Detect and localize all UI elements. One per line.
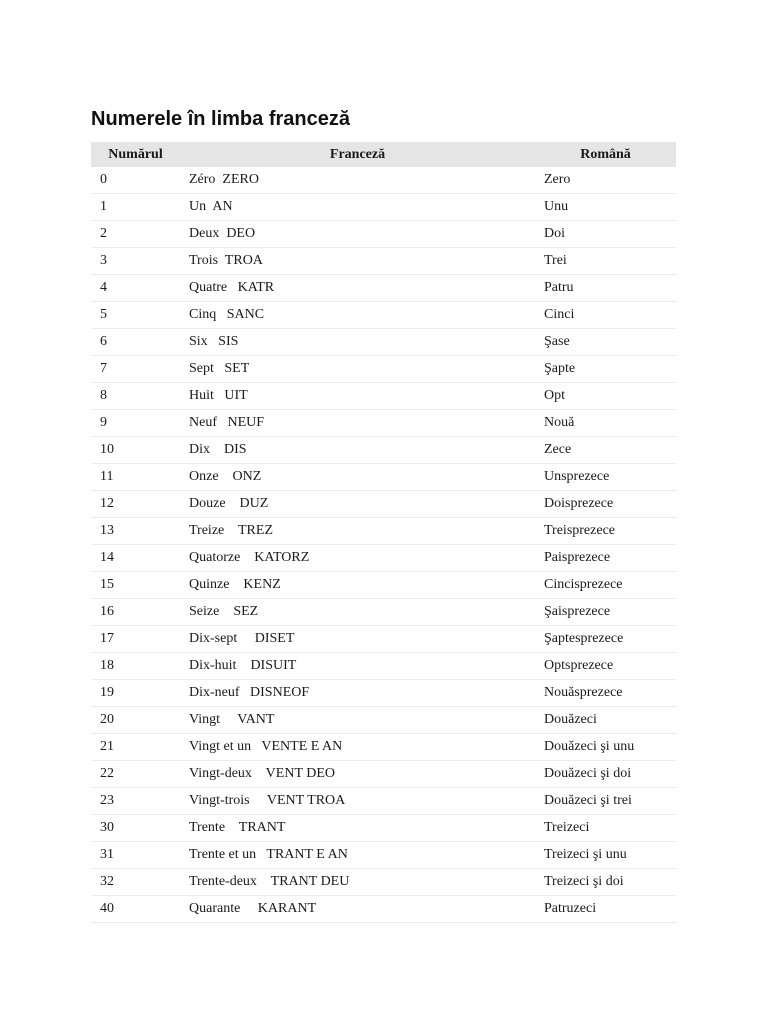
- cell-french: Seize SEZ: [180, 599, 535, 626]
- cell-french: Quatre KATR: [180, 275, 535, 302]
- cell-french: Douze DUZ: [180, 491, 535, 518]
- cell-number: 5: [91, 302, 180, 329]
- table-row: [91, 248, 676, 275]
- cell-number: 19: [91, 680, 180, 707]
- cell-french: Un AN: [180, 194, 535, 221]
- cell-french: Vingt et un VENTE E AN: [180, 734, 535, 761]
- cell-french: Dix-sept DISET: [180, 626, 535, 653]
- cell-french: Dix-huit DISUIT: [180, 653, 535, 680]
- cell-french: Vingt VANT: [180, 707, 535, 734]
- cell-french: Quinze KENZ: [180, 572, 535, 599]
- table-row: [91, 221, 676, 248]
- cell-french: Trente-deux TRANT DEU: [180, 869, 535, 896]
- cell-number: 22: [91, 761, 180, 788]
- cell-number: 4: [91, 275, 180, 302]
- cell-number: 40: [91, 896, 180, 923]
- cell-romanian: Opt: [535, 383, 676, 410]
- cell-romanian: Douăzeci şi trei: [535, 788, 676, 815]
- cell-french: Trente TRANT: [180, 815, 535, 842]
- cell-romanian: Treizeci şi doi: [535, 869, 676, 896]
- table-row: [91, 383, 676, 410]
- cell-number: 14: [91, 545, 180, 572]
- table-row: [91, 815, 676, 842]
- cell-romanian: Doi: [535, 221, 676, 248]
- cell-number: 1: [91, 194, 180, 221]
- table-row: [91, 464, 676, 491]
- table-row: [91, 680, 676, 707]
- cell-french: Dix DIS: [180, 437, 535, 464]
- cell-number: 7: [91, 356, 180, 383]
- cell-romanian: Treisprezece: [535, 518, 676, 545]
- cell-number: 10: [91, 437, 180, 464]
- table-row: [91, 734, 676, 761]
- table-row: [91, 842, 676, 869]
- cell-number: 21: [91, 734, 180, 761]
- cell-number: 18: [91, 653, 180, 680]
- table-row: [91, 572, 676, 599]
- table-row: [91, 518, 676, 545]
- table-row: [91, 302, 676, 329]
- cell-romanian: Şase: [535, 329, 676, 356]
- cell-french: Trente et un TRANT E AN: [180, 842, 535, 869]
- table-row: [91, 167, 676, 194]
- page-title: Numerele în limba franceză: [91, 108, 350, 130]
- cell-romanian: Trei: [535, 248, 676, 275]
- cell-romanian: Doisprezece: [535, 491, 676, 518]
- cell-french: Sept SET: [180, 356, 535, 383]
- cell-romanian: Paisprezece: [535, 545, 676, 572]
- cell-romanian: Treizeci şi unu: [535, 842, 676, 869]
- cell-french: Cinq SANC: [180, 302, 535, 329]
- table-row: [91, 329, 676, 356]
- cell-romanian: Unsprezece: [535, 464, 676, 491]
- cell-number: 15: [91, 572, 180, 599]
- cell-romanian: Cinci: [535, 302, 676, 329]
- cell-number: 20: [91, 707, 180, 734]
- table-row: [91, 275, 676, 302]
- cell-number: 2: [91, 221, 180, 248]
- cell-romanian: Optsprezece: [535, 653, 676, 680]
- cell-number: 9: [91, 410, 180, 437]
- cell-number: 17: [91, 626, 180, 653]
- cell-french: Zéro ZERO: [180, 167, 535, 194]
- table-row: [91, 761, 676, 788]
- cell-romanian: Unu: [535, 194, 676, 221]
- cell-french: Vingt-trois VENT TROA: [180, 788, 535, 815]
- cell-french: Quarante KARANT: [180, 896, 535, 923]
- cell-romanian: Patruzeci: [535, 896, 676, 923]
- cell-french: Treize TREZ: [180, 518, 535, 545]
- table-row: [91, 896, 676, 923]
- table-row: [91, 437, 676, 464]
- numbers-table: [91, 142, 676, 923]
- cell-romanian: Cincisprezece: [535, 572, 676, 599]
- table-row: [91, 869, 676, 896]
- cell-romanian: Douăzeci: [535, 707, 676, 734]
- cell-romanian: Şaptesprezece: [535, 626, 676, 653]
- table-row: [91, 653, 676, 680]
- header-number: Numărul: [91, 142, 180, 167]
- cell-number: 30: [91, 815, 180, 842]
- cell-number: 0: [91, 167, 180, 194]
- cell-number: 12: [91, 491, 180, 518]
- cell-french: Dix-neuf DISNEOF: [180, 680, 535, 707]
- cell-romanian: Douăzeci şi doi: [535, 761, 676, 788]
- cell-french: Vingt-deux VENT DEO: [180, 761, 535, 788]
- table-row: [91, 599, 676, 626]
- table-row: [91, 491, 676, 518]
- table-row: [91, 545, 676, 572]
- cell-number: 11: [91, 464, 180, 491]
- cell-romanian: Şaisprezece: [535, 599, 676, 626]
- table-row: [91, 356, 676, 383]
- table-row: [91, 410, 676, 437]
- cell-french: Trois TROA: [180, 248, 535, 275]
- cell-romanian: Zero: [535, 167, 676, 194]
- cell-french: Onze ONZ: [180, 464, 535, 491]
- header-french: Franceză: [180, 142, 535, 167]
- cell-number: 6: [91, 329, 180, 356]
- header-romanian: Română: [535, 142, 676, 167]
- cell-number: 13: [91, 518, 180, 545]
- cell-french: Quatorze KATORZ: [180, 545, 535, 572]
- table-row: [91, 626, 676, 653]
- table-header-row: [91, 142, 676, 167]
- cell-number: 23: [91, 788, 180, 815]
- cell-romanian: Nouăsprezece: [535, 680, 676, 707]
- table-body: [91, 167, 676, 923]
- table-row: [91, 788, 676, 815]
- cell-romanian: Nouă: [535, 410, 676, 437]
- table-row: [91, 194, 676, 221]
- cell-romanian: Zece: [535, 437, 676, 464]
- cell-romanian: Douăzeci şi unu: [535, 734, 676, 761]
- table-row: [91, 707, 676, 734]
- cell-romanian: Patru: [535, 275, 676, 302]
- cell-french: Huit UIT: [180, 383, 535, 410]
- cell-french: Deux DEO: [180, 221, 535, 248]
- cell-number: 32: [91, 869, 180, 896]
- cell-number: 3: [91, 248, 180, 275]
- cell-number: 31: [91, 842, 180, 869]
- cell-number: 8: [91, 383, 180, 410]
- cell-french: Six SIS: [180, 329, 535, 356]
- cell-romanian: Treizeci: [535, 815, 676, 842]
- cell-number: 16: [91, 599, 180, 626]
- cell-french: Neuf NEUF: [180, 410, 535, 437]
- cell-romanian: Şapte: [535, 356, 676, 383]
